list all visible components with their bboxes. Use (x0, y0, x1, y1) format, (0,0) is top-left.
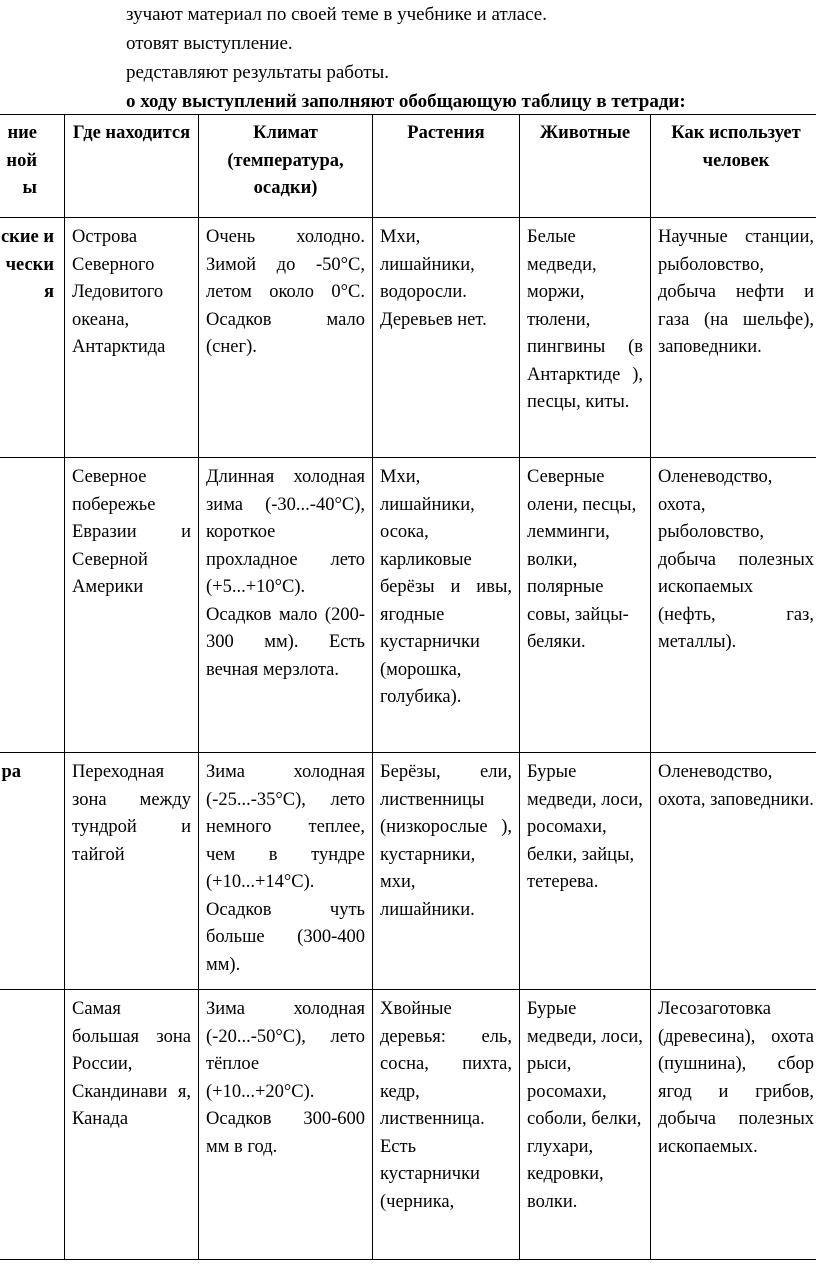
header-name: ние ной ы (0, 115, 65, 218)
zone-name-cell (0, 990, 65, 1260)
header-human-use: Как использует человек (651, 115, 816, 218)
climate-cell: Длинная холодная зима (-30...-40°С), короткое прохладное лето (+5...+10°С). Осадков мало (200-300 мм). Есть вечная мерзлота. (199, 458, 373, 753)
human-use-cell: Оленеводство, охота, рыболовство, добыча полезных ископаемых (нефть, газ, металлы). (651, 458, 816, 753)
zone-name-cell: ские и чески я (0, 218, 65, 458)
human-use-cell: Лесозаготовка (древесина), охота (пушнина), сбор ягод и грибов, добыча полезных ископаемых. (651, 990, 816, 1260)
plants-cell: Берёзы, ели, лиственницы (низкорослые ), кустарники, мхи, лишайники. (373, 753, 520, 990)
human-use-cell: Оленеводство, охота, заповедники. (651, 753, 816, 990)
table-row (0, 218, 816, 458)
animals-cell: Бурые медведи, лоси, рыси, росомахи, соболи, белки, глухари, кедровки, волки. (520, 990, 651, 1260)
zone-name-cell (0, 458, 65, 753)
climate-cell: Зима холодная (-25...-35°С), лето немного теплее, чем в тундре (+10...+14°С). Осадков чуть больше (300-400 мм). (199, 753, 373, 990)
location-cell: Северное побережье Евразии и Северной Америки (65, 458, 199, 753)
intro-line: зучают материал по своей теме в учебнике и атласе. (126, 4, 547, 25)
table-row (0, 990, 816, 1260)
zone-name-cell: ра (0, 753, 65, 990)
table-row (0, 458, 816, 753)
plants-cell: Мхи, лишайники, водоросли. Деревьев нет. (373, 218, 520, 458)
intro-instruction: о ходу выступлений заполняют обобщающую таблицу в тетради: (126, 91, 686, 112)
animals-cell: Северные олени, песцы, лемминги, волки, полярные совы, зайцы-беляки. (520, 458, 651, 753)
header-animals: Животные (520, 115, 651, 218)
header-climate: Климат (температура, осадки) (199, 115, 373, 218)
intro-line: редставляют результаты работы. (126, 62, 390, 83)
location-cell: Переходная зона между тундрой и тайгой (65, 753, 199, 990)
animals-cell: Белые медведи, моржи, тюлени, пингвины (в Антарктиде ), песцы, киты. (520, 218, 651, 458)
intro-text (126, 0, 816, 116)
climate-cell: Очень холодно. Зимой до -50°С, летом около 0°С. Осадков мало (снег). (199, 218, 373, 458)
plants-cell: Хвойные деревья: ель, сосна, пихта, кедр, лиственница. Есть кустарнички (черника, (373, 990, 520, 1260)
plants-cell: Мхи, лишайники, осока, карликовые берёзы и ивы, ягодные кустарнички (морошка, голубика). (373, 458, 520, 753)
table-row (0, 753, 816, 990)
human-use-cell: Научные станции, рыболовство, добыча нефти и газа (на шельфе), заповедники. (651, 218, 816, 458)
intro-line: отовят выступление. (126, 33, 293, 54)
header-plants: Растения (373, 115, 520, 218)
natural-zones-table (0, 114, 816, 1260)
animals-cell: Бурые медведи, лоси, росомахи, белки, зайцы, тетерева. (520, 753, 651, 990)
climate-cell: Зима холодная (-20...-50°С), лето тёплое (+10...+20°С). Осадков 300-600 мм в год. (199, 990, 373, 1260)
header-location: Где находится (65, 115, 199, 218)
table-header-row (0, 115, 816, 218)
location-cell: Самая большая зона России, Скандинави я, Канада (65, 990, 199, 1260)
location-cell: Острова Северного Ледовитого океана, Антарктида (65, 218, 199, 458)
